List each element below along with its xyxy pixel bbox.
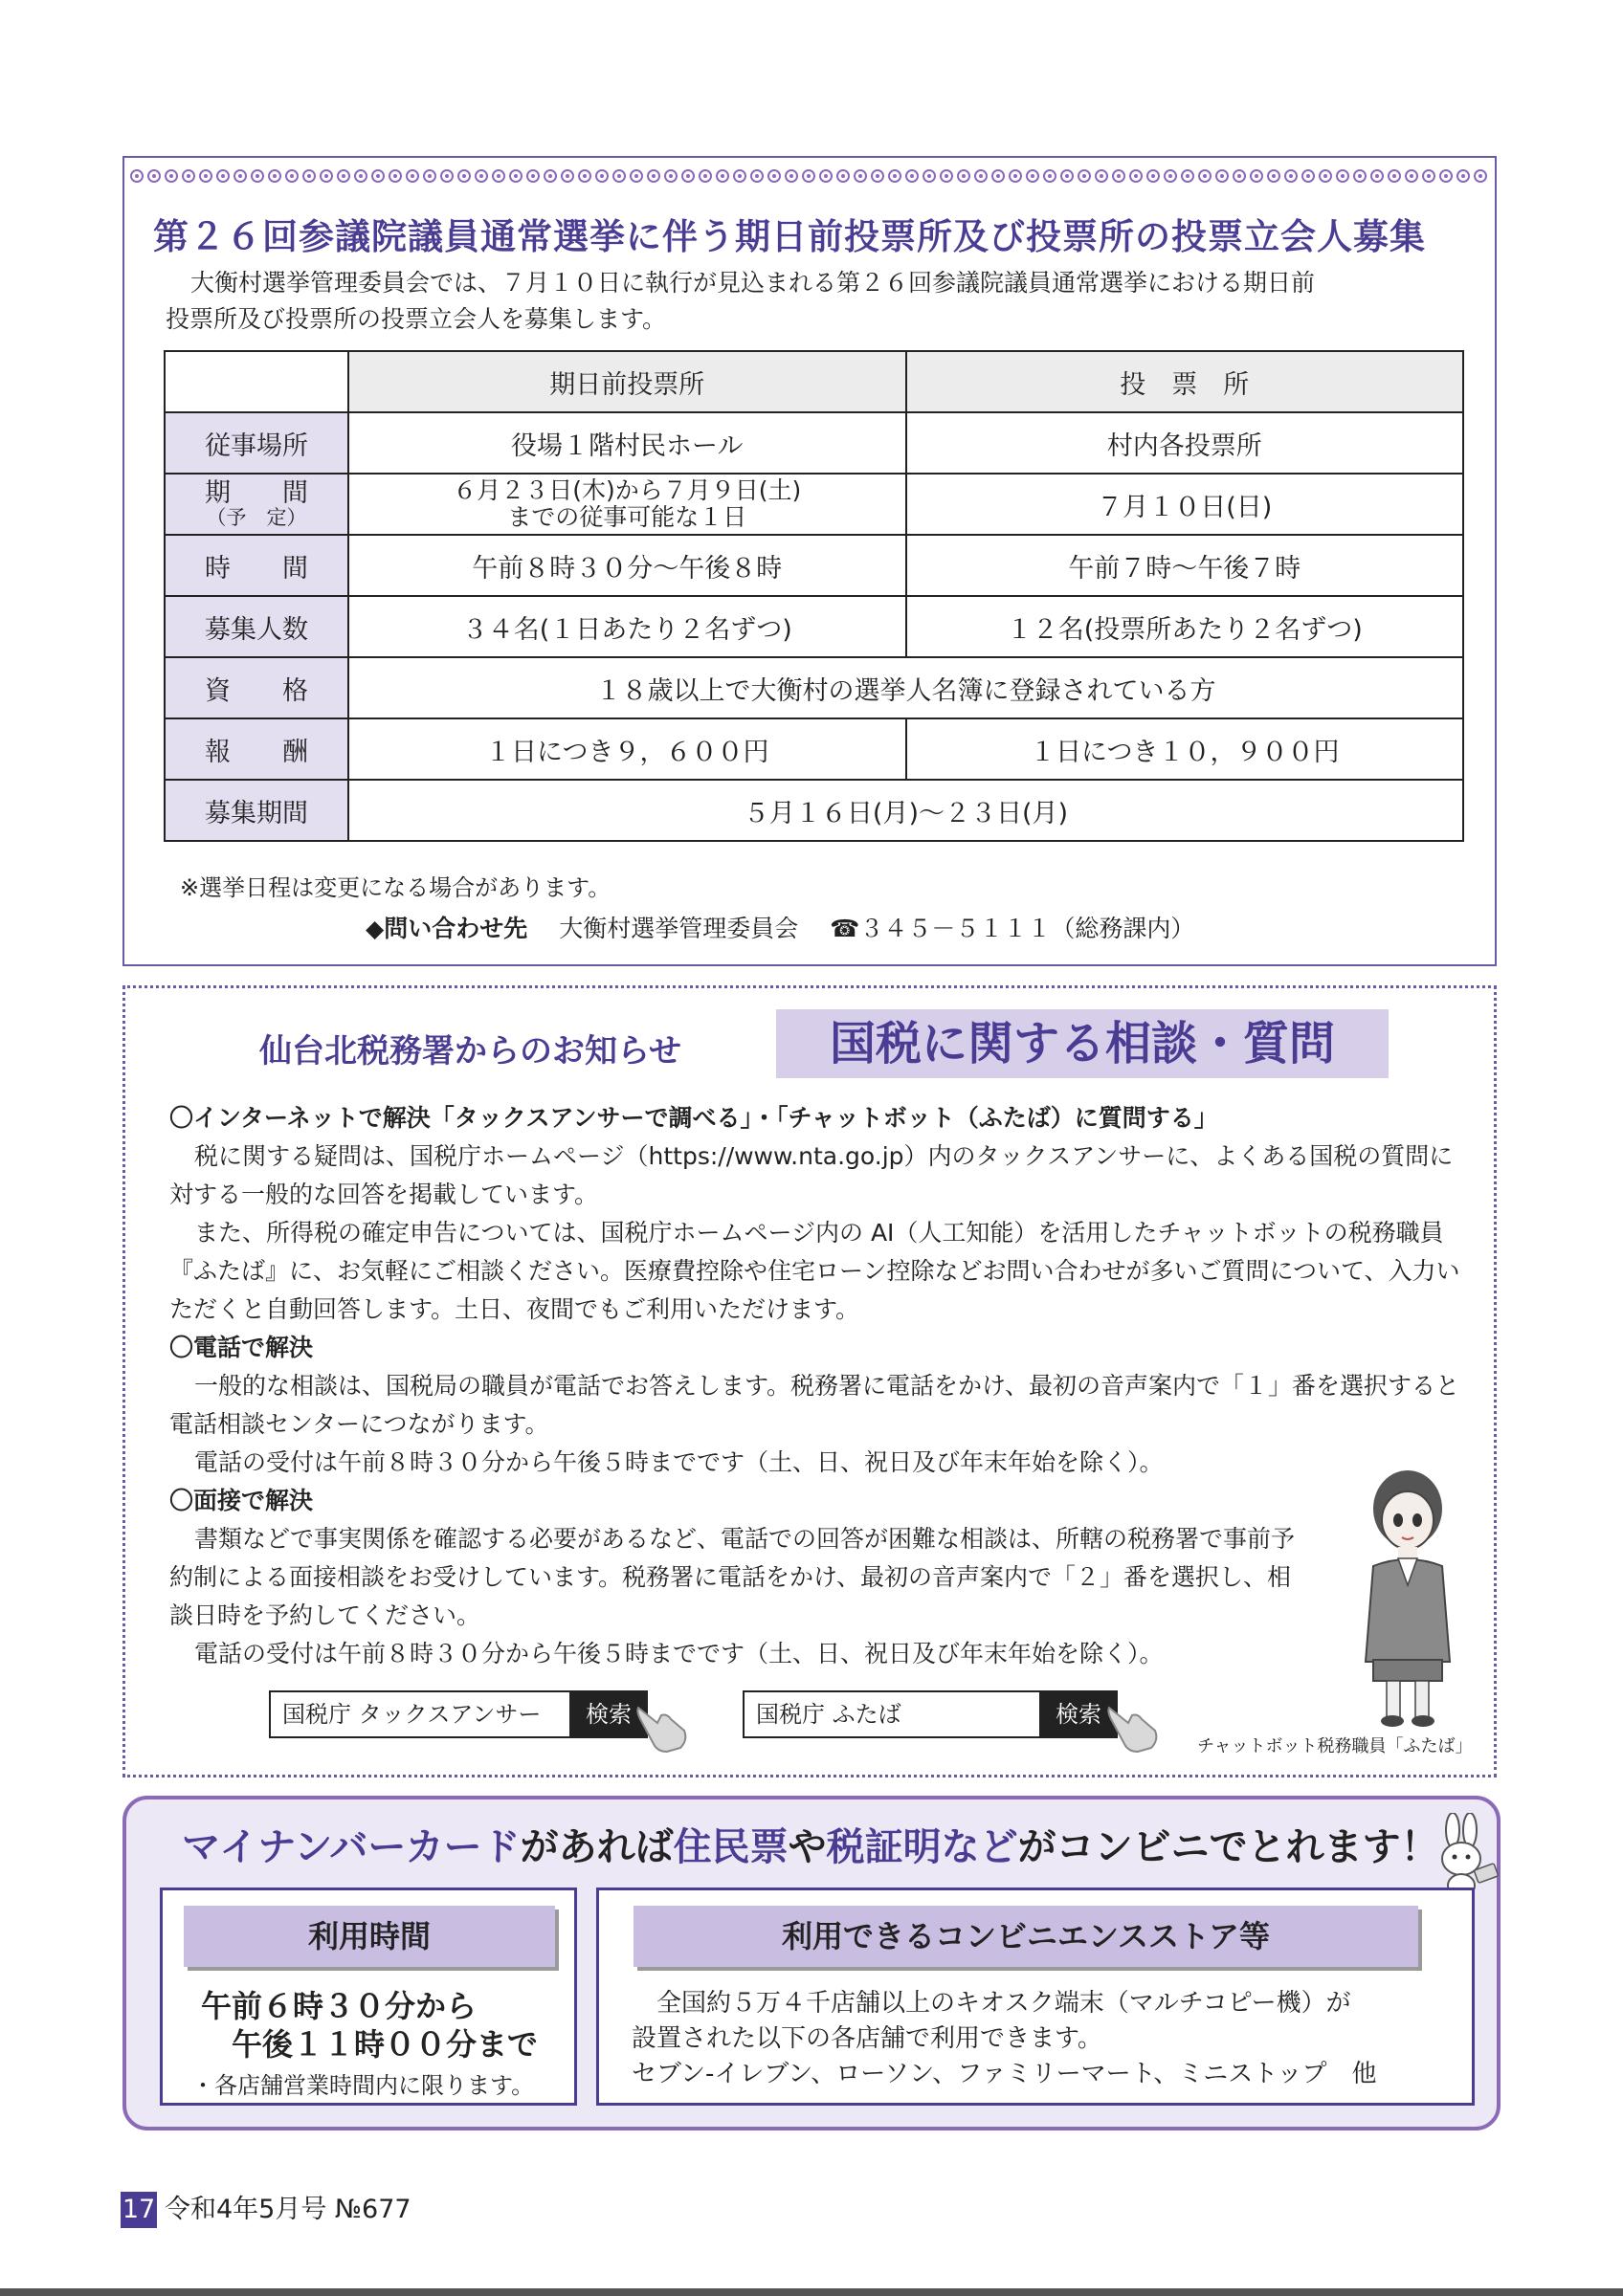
hours-panel — [160, 1888, 577, 2106]
search-box-futaba[interactable] — [743, 1690, 1118, 1738]
heading-internet: 〇インターネットで解決「タックスアンサーで調べる」・「チャットボット（ふたば）に質問する」 — [169, 1104, 1218, 1132]
tax-body — [169, 1099, 1461, 1673]
contact-tel: ☎３４５－５１１１（総務課内） — [830, 915, 1195, 942]
row-label: 従事場所 — [165, 412, 348, 474]
row-label: 時 間 — [165, 535, 348, 596]
table-cell: 役場１階村民ホール — [348, 412, 906, 474]
table-header-row — [165, 351, 1463, 412]
search-query: 国税庁 タックスアンサー — [282, 1701, 542, 1728]
row-label: 報 酬 — [165, 718, 348, 780]
table-cell: １２名(投票所あたり２名ずつ) — [906, 596, 1464, 657]
mynumber-card-section — [122, 1796, 1501, 2130]
table-row — [165, 657, 1463, 718]
tax-banner-title: 国税に関する相談・質問 — [776, 1009, 1389, 1078]
tax-consultation-section — [122, 985, 1497, 1777]
hours-end: 午後１１時００分まで — [232, 2026, 539, 2063]
search-query: 国税庁 ふたば — [756, 1701, 901, 1728]
character-caption: チャットボット税務職員「ふたば」 — [1197, 1736, 1473, 1756]
contact-label: ◆問い合わせ先 — [366, 915, 528, 942]
pointer-hand-icon — [633, 1698, 690, 1754]
paragraph: 電話の受付は午前８時３０分から午後５時までです（土、日、祝日及び年末年始を除く）。 — [194, 1448, 1164, 1476]
contact-line — [366, 910, 1194, 944]
section-title: 第２６回参議院議員通常選挙に伴う期日前投票所及び投票所の投票立会人募集 — [153, 216, 1426, 257]
table-row — [165, 535, 1463, 596]
ornament-border — [128, 167, 1491, 185]
mynumber-headline: マイナンバーカードがあれば住民票や税証明などがコンビニでとれます！ — [182, 1825, 1439, 1869]
election-recruitment-section — [122, 156, 1497, 966]
table-cell: 村内各投票所 — [906, 412, 1464, 474]
futaba-character-illustration — [1350, 1470, 1465, 1729]
paragraph: 書類などで事実関係を確認する必要があるなど、電話での回答が困難な相談は、所轄の税務署で事前予約制による面接相談をお受けしています。税務署に電話をかけ、最初の音声案内で「２」番を選択し、相談日時を予約してください。 — [169, 1525, 1296, 1629]
schedule-note: ※選挙日程は変更になる場合があります。 — [180, 874, 611, 901]
paragraph: 電話の受付は午前８時３０分から午後５時までです（土、日、祝日及び年末年始を除く）。 — [194, 1640, 1164, 1667]
search-box-taxanswer[interactable] — [269, 1690, 648, 1738]
paragraph: 税に関する疑問は、国税庁ホームページ（https://www.nta.go.jp）内のタックスアンサーに、よくある国税の質問に対する一般的な回答を掲載しています。 — [169, 1142, 1454, 1208]
table-cell: ３４名(１日あたり２名ずつ) — [348, 596, 906, 657]
table-corner — [165, 351, 348, 412]
table-row — [165, 412, 1463, 474]
contact-org: 大衡村選挙管理委員会 — [559, 915, 799, 942]
table-cell: ６月２３日(木)から７月９日(土) までの従事可能な１日 — [348, 474, 906, 535]
table-cell: ７月１０日(日) — [906, 474, 1464, 535]
col-header-station: 投 票 所 — [906, 351, 1464, 412]
table-row — [165, 780, 1463, 841]
row-label: 募集期間 — [165, 780, 348, 841]
table-cell: ５月１６日(月)～２３日(月) — [348, 780, 1463, 841]
hours-note: ・各店舗営業時間内に限ります。 — [191, 2072, 535, 2099]
row-label: 期 間 （予 定） — [165, 474, 348, 535]
row-label: 資 格 — [165, 657, 348, 718]
search-button[interactable]: 検索 — [1039, 1690, 1118, 1738]
bottom-rule — [0, 2288, 1623, 2296]
stores-panel — [596, 1888, 1475, 2106]
table-row — [165, 596, 1463, 657]
tax-office-heading: 仙台北税務署からのお知らせ — [259, 1032, 681, 1071]
paragraph: 一般的な相談は、国税局の職員が電話でお答えします。税務署に電話をかけ、最初の音声案内で「１」番を選択すると電話相談センターにつながります。 — [169, 1372, 1460, 1438]
row-label: 募集人数 — [165, 596, 348, 657]
table-cell: １８歳以上で大衡村の選挙人名簿に登録されている方 — [348, 657, 1463, 718]
stores-text: 全国約５万４千店舗以上のキオスク端末（マルチコピー機）が 設置された以下の各店舗で利用できます。 セブン‐イレブン、ローソン、ファミリーマート、ミニストップ 他 — [632, 1989, 1377, 2088]
heading-phone: 〇電話で解決 — [169, 1334, 314, 1361]
intro-text: 大衡村選挙管理委員会では、７月１０日に執行が見込まれる第２６回参議院議員通常選挙における期日前 投票所及び投票所の投票立会人を募集します。 — [166, 269, 1316, 333]
page-number: 17 — [121, 2192, 157, 2228]
heading-face: 〇面接で解決 — [169, 1487, 314, 1514]
hours-start: 午前６時３０分から — [201, 1988, 478, 2024]
table-cell: １日につき１０，９００円 — [906, 718, 1464, 780]
table-cell: 午前８時３０分～午後８時 — [348, 535, 906, 596]
table-cell: 午前７時～午後７時 — [906, 535, 1464, 596]
table-row — [165, 474, 1463, 535]
table-cell: １日につき９，６００円 — [348, 718, 906, 780]
table-row — [165, 718, 1463, 780]
hours-title: 利用時間 — [184, 1906, 555, 1967]
stores-title: 利用できるコンビニエンスストア等 — [634, 1906, 1418, 1967]
paragraph: また、所得税の確定申告については、国税庁ホームページ内の AI（人工知能）を活用したチャットボットの税務職員『ふたば』に、お気軽にご相談ください。医療費控除や住宅ローン控除などお問い合わせが多いご質問について、入力いただくと自動回答します。土日、夜間でもご利用いただけます。 — [169, 1219, 1460, 1323]
pointer-hand-icon — [1103, 1698, 1161, 1754]
recruitment-table — [164, 350, 1464, 842]
rabbit-mascot-icon — [1428, 1813, 1501, 1899]
issue-label: 令和4年5月号 №677 — [165, 2195, 411, 2224]
page-footer — [121, 2188, 411, 2224]
search-button[interactable]: 検索 — [569, 1690, 648, 1738]
col-header-early: 期日前投票所 — [348, 351, 906, 412]
